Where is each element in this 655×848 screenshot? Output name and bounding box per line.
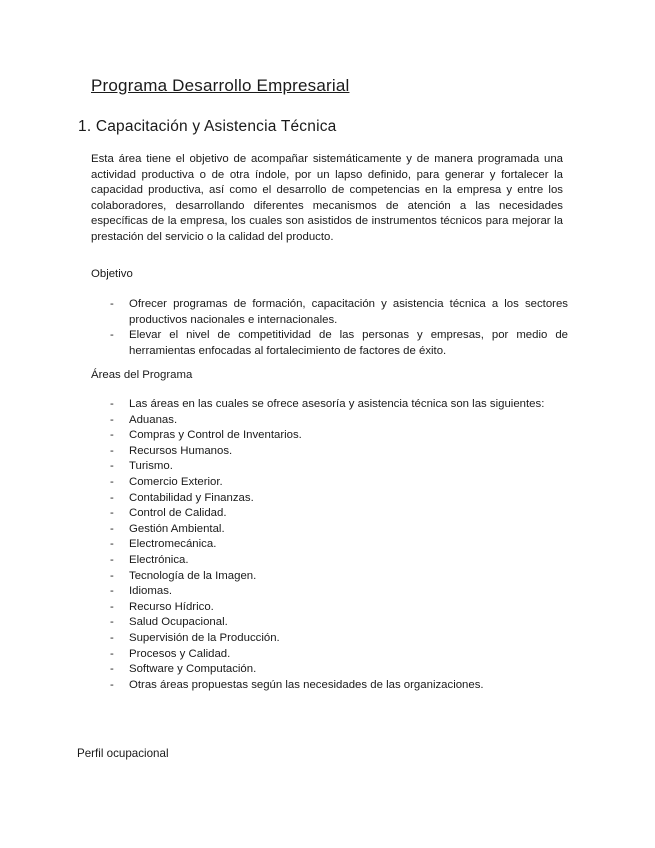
list-dash-marker: - [110,507,114,520]
area-item-text: Compras y Control de Inventarios. [129,429,302,442]
areas-list [110,397,568,693]
list-dash-marker: - [110,329,114,342]
area-item [110,506,568,522]
area-item [110,397,568,413]
objetivos-list [110,297,568,359]
list-dash-marker: - [110,678,114,691]
area-item-text: Salud Ocupacional. [129,616,228,629]
area-item-text: Idiomas. [129,585,173,598]
objetivo-item [110,297,568,328]
list-dash-marker: - [110,647,114,660]
area-item [110,491,568,507]
area-item-text: Procesos y Calidad. [129,647,231,660]
area-item [110,444,568,460]
area-item [110,475,568,491]
area-item [110,413,568,429]
list-dash-marker: - [110,663,114,676]
area-item-text: Gestión Ambiental. [129,522,225,535]
perfil-ocupacional-heading: Perfil ocupacional [77,747,169,760]
list-dash-marker: - [110,631,114,644]
list-dash-marker: - [110,460,114,473]
area-item [110,600,568,616]
objetivo-label: Objetivo [91,268,133,280]
area-item [110,537,568,553]
area-item [110,615,568,631]
area-item-text: Recurso Hídrico. [129,600,214,613]
list-dash-marker: - [110,398,114,410]
objetivo-item-text: Elevar el nivel de competitividad de las personas y empresas, por medio de herramientas enfocadas al fortalecimiento de factores de éxito. [129,329,568,357]
objetivo-item [110,328,568,359]
area-item-text: Las áreas en las cuales se ofrece asesoría y asistencia técnica son las siguientes: [129,398,545,410]
area-item [110,584,568,600]
area-item-text: Control de Calidad. [129,507,227,520]
intro-paragraph: Esta área tiene el objetivo de acompañar sistemáticamente y de manera programada una actividad productiva o de otra índole, por un lapso definido, para generar y fortalecer la capacidad productiva, así como el desarrollo de competencias en la empresa y entre los colaboradores, desarrollando diferentes mecanismos de atención a las necesidades específicas de la empresa, los cuales son asistidos de instrumentos técnicos para mejorar la prestación del servicio o la calidad del producto. [91,153,563,243]
area-item-text: Recursos Humanos. [129,444,233,457]
list-dash-marker: - [110,553,114,566]
section-heading: 1. Capacitación y Asistencia Técnica [78,118,337,135]
area-item-text: Electromecánica. [129,538,217,551]
list-dash-marker: - [110,616,114,629]
area-item-text: Software y Computación. [129,663,257,676]
area-item [110,459,568,475]
area-item-text: Electrónica. [129,553,189,566]
area-item [110,662,568,678]
area-item [110,428,568,444]
list-dash-marker: - [110,429,114,442]
list-dash-marker: - [110,413,114,426]
list-dash-marker: - [110,600,114,613]
list-dash-marker: - [110,538,114,551]
area-item-text: Tecnología de la Imagen. [129,569,257,582]
list-dash-marker: - [110,444,114,457]
area-item-text: Aduanas. [129,413,178,426]
area-item [110,522,568,538]
area-item [110,678,568,694]
area-item-text: Turismo. [129,460,173,473]
list-dash-marker: - [110,298,114,310]
area-item-text: Supervisión de la Producción. [129,631,280,644]
areas-label: Áreas del Programa [91,369,193,381]
list-dash-marker: - [110,569,114,582]
list-dash-marker: - [110,522,114,535]
objetivo-item-text: Ofrecer programas de formación, capacitación y asistencia técnica a los sectores productivos nacionales e internacionales. [129,298,568,326]
area-item-text: Comercio Exterior. [129,475,223,488]
area-item-text: Contabilidad y Finanzas. [129,491,254,504]
area-item-text: Otras áreas propuestas según las necesidades de las organizaciones. [129,678,484,691]
list-dash-marker: - [110,585,114,598]
list-dash-marker: - [110,491,114,504]
list-dash-marker: - [110,475,114,488]
area-item [110,569,568,585]
area-item [110,553,568,569]
document-title: Programa Desarrollo Empresarial [91,76,350,95]
area-item [110,647,568,663]
area-item [110,631,568,647]
